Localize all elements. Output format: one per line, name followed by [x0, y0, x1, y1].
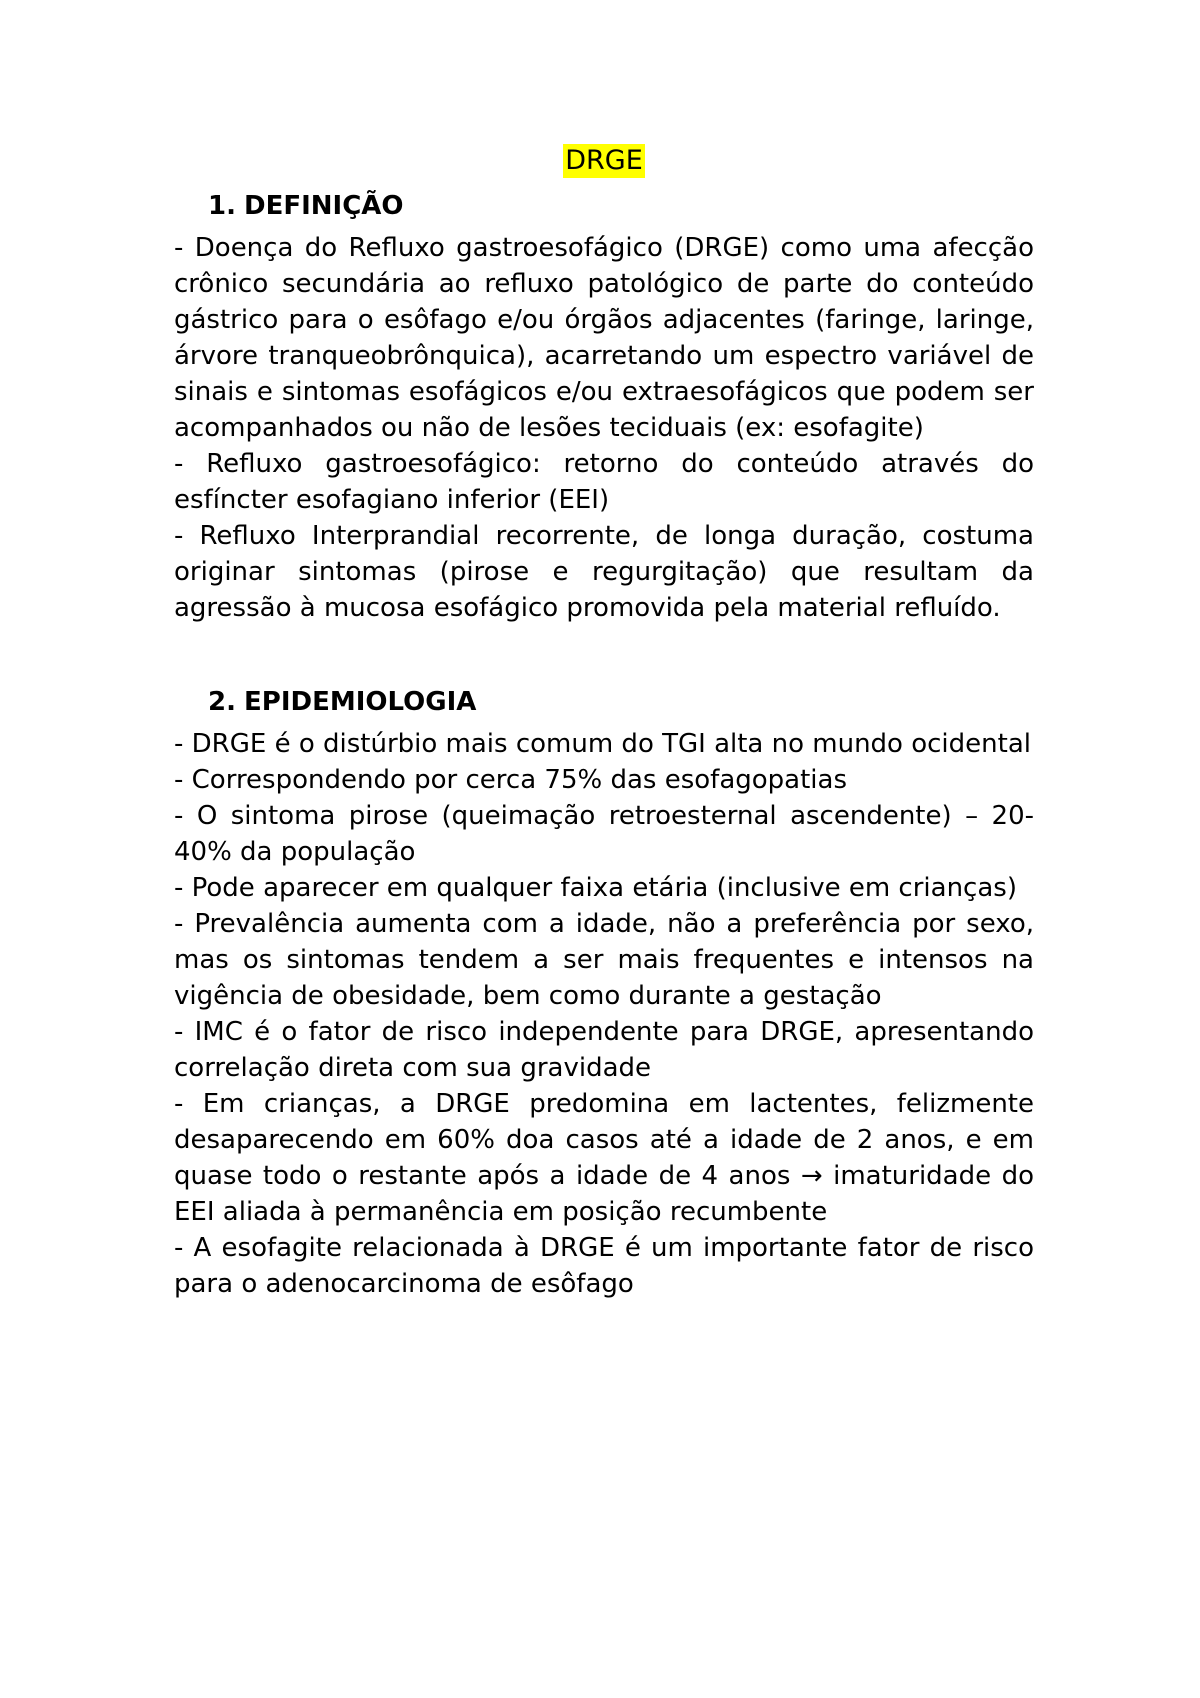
paragraph: - IMC é o fator de risco independente para DRGE, apresentando correlação direta com sua gravidade [174, 1017, 1034, 1083]
document-title: DRGE [565, 145, 643, 176]
paragraph: - Correspondendo por cerca 75% das esofagopatias [174, 765, 847, 795]
paragraph: - A esofagite relacionada à DRGE é um importante fator de risco para o adenocarcinoma de esôfago [174, 1233, 1034, 1299]
paragraph: - DRGE é o distúrbio mais comum do TGI alta no mundo ocidental [174, 729, 1031, 759]
section-heading [174, 188, 1034, 230]
section-title: EPIDEMIOLOGIA [244, 687, 477, 717]
paragraph: - Pode aparecer em qualquer faixa etária (inclusive em crianças) [174, 873, 1017, 903]
section-epidemiologia [174, 684, 1034, 1302]
paragraph: - Doença do Refluxo gastroesofágico (DRGE) como uma afecção crônico secundária ao refluxo patológico de parte do conteúdo gástrico para o esôfago e/ou órgãos adjacentes (faringe, laringe, árvore tranqueobrônquica), acarretando um espectro variável de sinais e sintomas esofágicos e/ou extraesofágicos que podem ser acompanhados ou não de lesões teciduais (ex: esofagite) [174, 233, 1034, 443]
section-title: DEFINIÇÃO [244, 191, 404, 221]
title-row [174, 140, 1034, 182]
section-number: 2. [208, 687, 236, 717]
paragraph: - Refluxo gastroesofágico: retorno do conteúdo através do esfíncter esofagiano inferior (EEI) [174, 449, 1034, 515]
paragraph: - O sintoma pirose (queimação retroesternal ascendente) – 20-40% da população [174, 801, 1034, 867]
paragraph: - Em crianças, a DRGE predomina em lactentes, felizmente desaparecendo em 60% doa casos até a idade de 2 anos, e em quase todo o restante após a idade de 4 anos → imaturidade do EEI aliada à permanência em posição recumbente [174, 1089, 1034, 1227]
section-heading [174, 684, 1034, 726]
section-number: 1. [208, 191, 236, 221]
document-body [174, 140, 1034, 1302]
paragraph: - Refluxo Interprandial recorrente, de longa duração, costuma originar sintomas (pirose e regurgitação) que resultam da agressão à mucosa esofágico promovida pela material refluído. [174, 521, 1034, 623]
section-definicao [174, 188, 1034, 626]
paragraph: - Prevalência aumenta com a idade, não a preferência por sexo, mas os sintomas tendem a ser mais frequentes e intensos na vigência de obesidade, bem como durante a gestação [174, 909, 1034, 1011]
